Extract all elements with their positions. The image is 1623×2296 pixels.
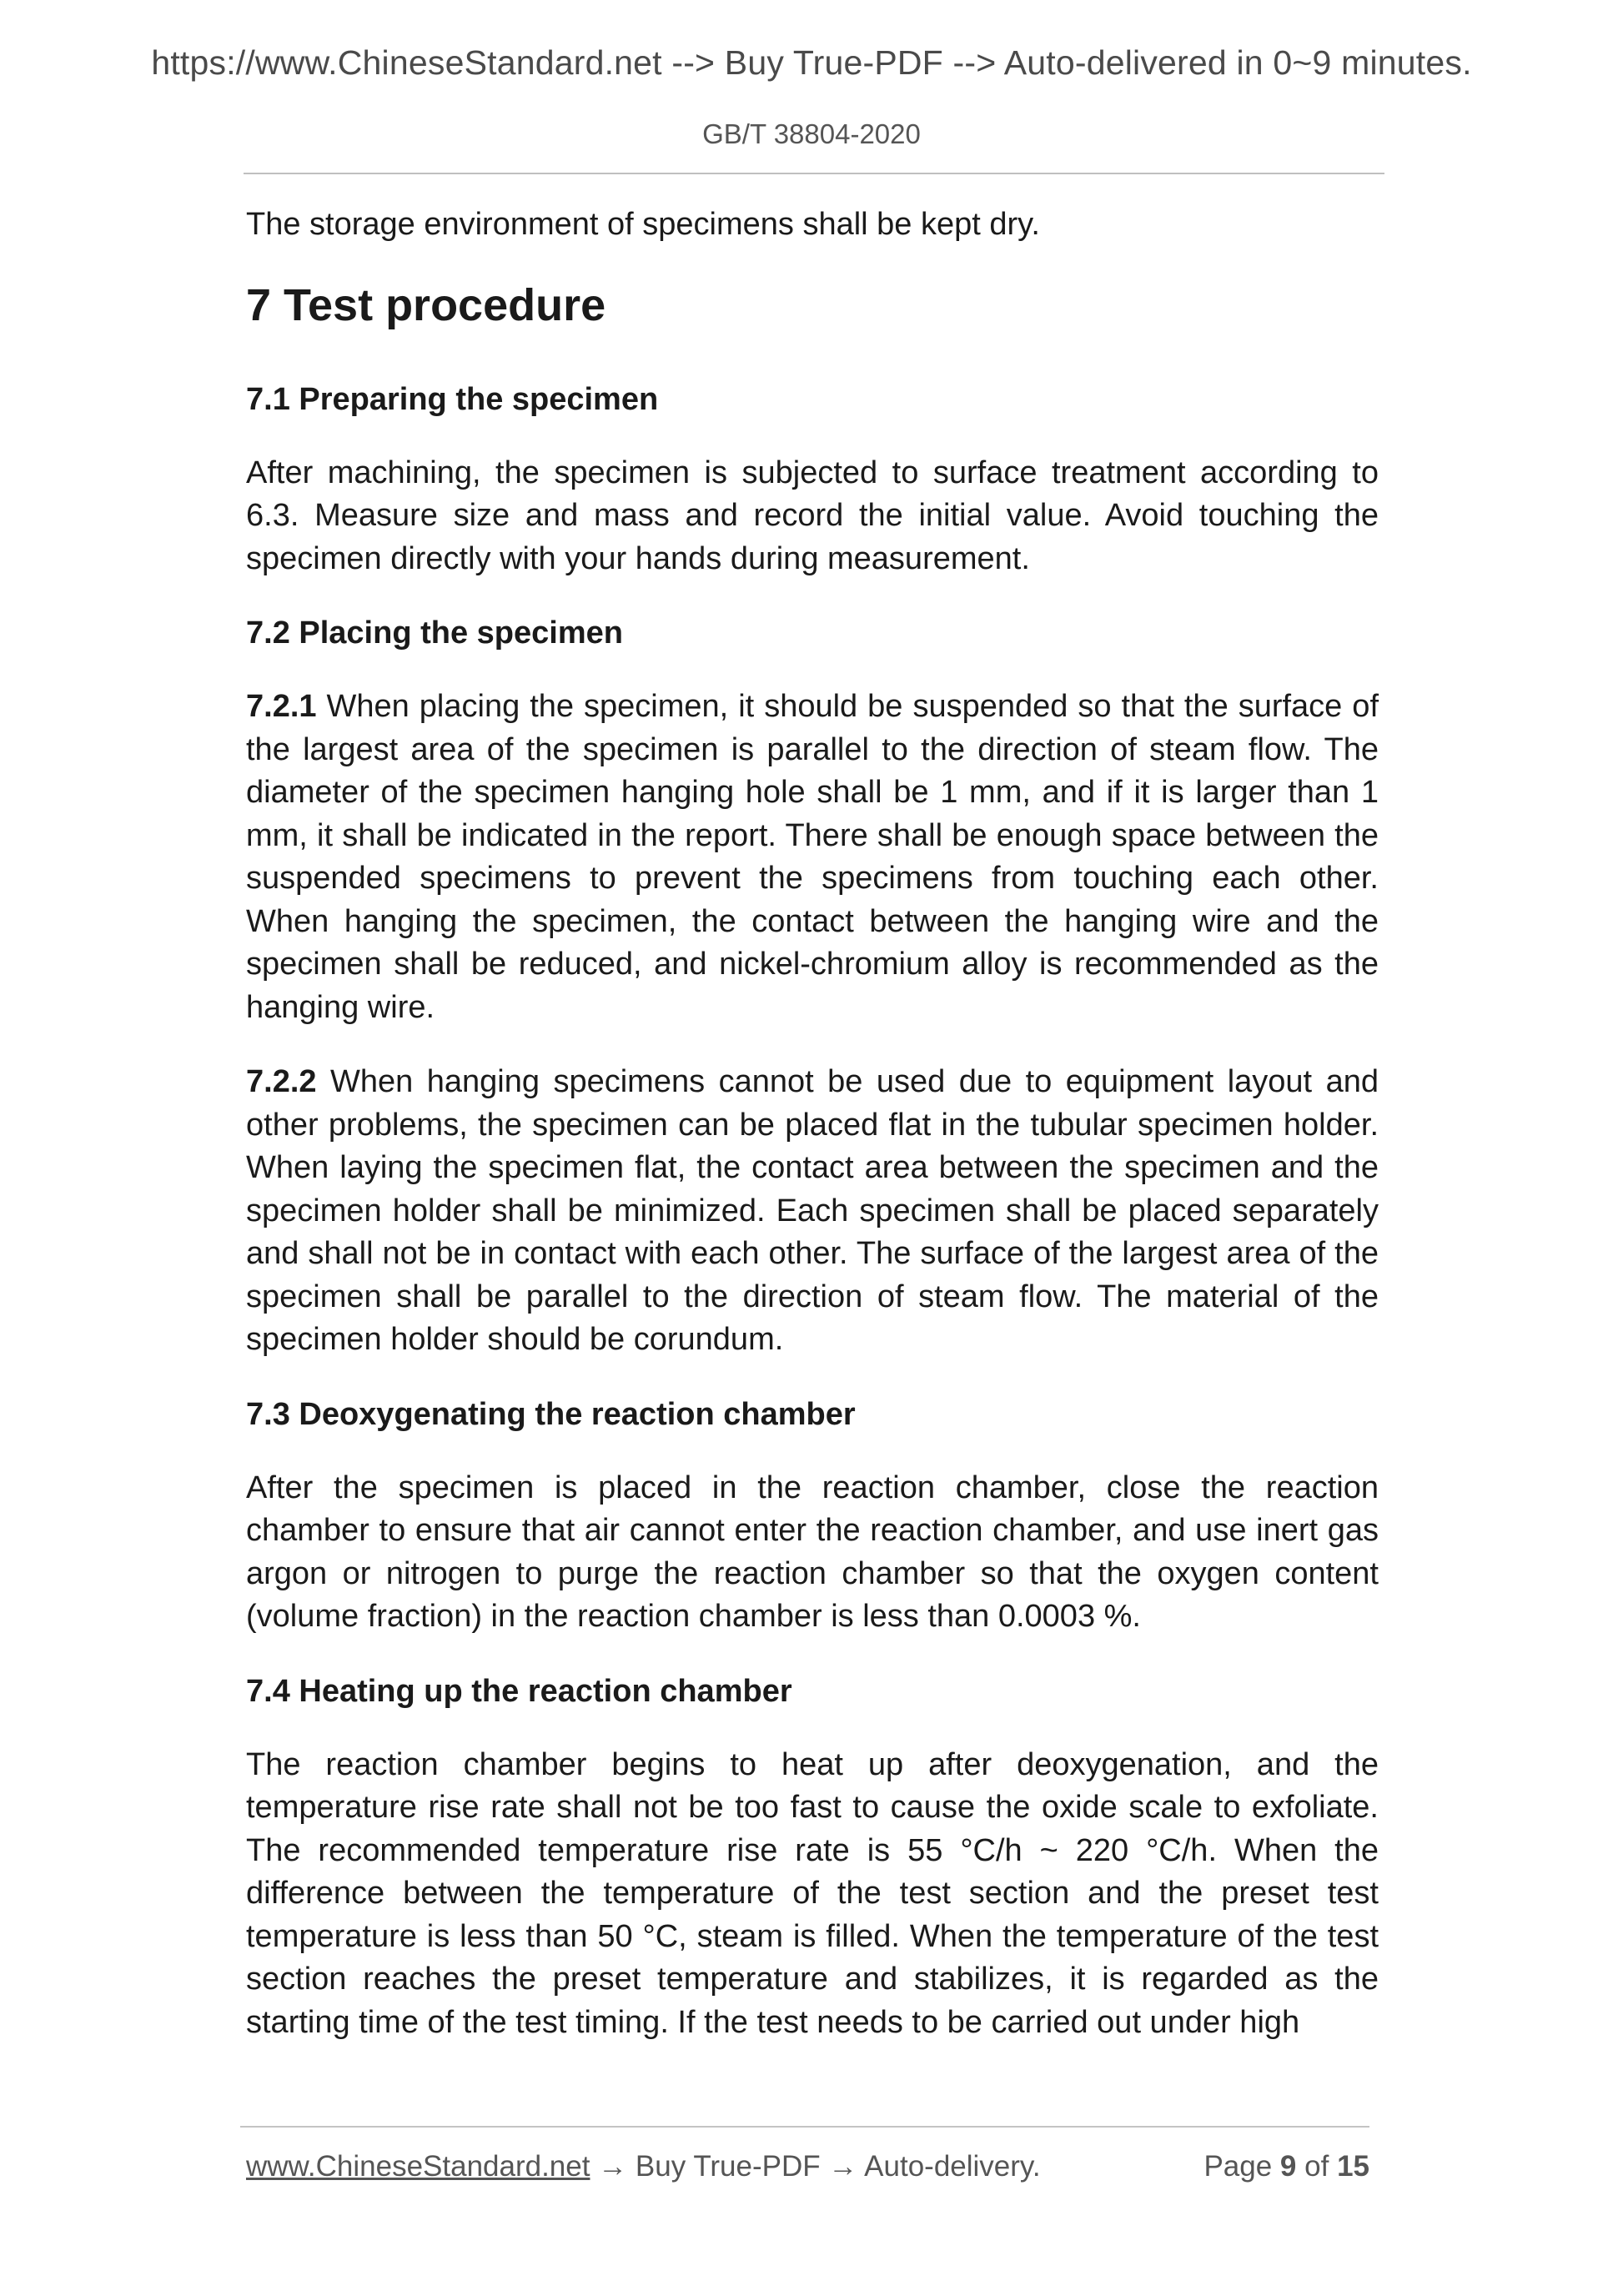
section-7-3-paragraph: After the specimen is placed in the reaction chamber, close the reaction chamber to ensure that air cannot enter the reaction chamber, and use inert gas argon or nitrogen to purge the reaction chamber so that the oxygen content (volume fraction) in the reaction chamber is less than 0.0003 %. — [246, 1470, 1379, 1634]
footer-divider — [240, 2126, 1369, 2128]
section-7-4-heading: 7.4 Heating up the reaction chamber — [246, 1673, 792, 1709]
header-divider — [244, 173, 1384, 174]
footer-left — [246, 2150, 1041, 2183]
section-7-2-1-paragraph — [246, 686, 1379, 1029]
section-7-3-heading: 7.3 Deoxygenating the reaction chamber — [246, 1396, 856, 1432]
clause-text-7-2-1: When placing the specimen, it should be suspended so that the surface of the largest area of the specimen is parallel to the direction of steam flow. The diameter of the specimen hanging hole shall be 1 mm, and if it is larger than 1 mm, it shall be indicated in the report. There shall be enough space between the suspended specimens to prevent the specimens from touching each other. When hanging the specimen, the contact between the hanging wire and the specimen shall be reduced, and nickel-chromium alloy is recommended as the hanging wire. — [246, 689, 1379, 1025]
clause-number-7-2-1: 7.2.1 — [246, 689, 317, 724]
clause-number-7-2-2: 7.2.2 — [246, 1064, 317, 1099]
clause-text-7-2-2: When hanging specimens cannot be used due to equipment layout and other problems, the specimen can be placed flat in the tubular specimen holder. When laying the specimen flat, the contact area between the specimen and the specimen holder shall be minimized. Each specimen shall be placed separately and shall not be in contact with each other. The surface of the largest area of the specimen shall be parallel to the direction of steam flow. The material of the specimen holder should be corundum. — [246, 1064, 1379, 1357]
page-footer — [246, 2150, 1369, 2187]
section-7-2-heading: 7.2 Placing the specimen — [246, 615, 623, 651]
footer-site-link[interactable]: www.ChineseStandard.net — [246, 2150, 590, 2183]
section-7-heading: 7 Test procedure — [246, 279, 606, 330]
section-7-1-heading: 7.1 Preparing the specimen — [246, 381, 659, 417]
section-7-1-paragraph: After machining, the specimen is subjected to surface treatment according to 6.3. Measure size and mass and record the initial value. Avoid touching the specimen directly with your hands during measurement. — [246, 455, 1379, 576]
section-7-2-2-paragraph — [246, 1061, 1379, 1362]
section-7-4-paragraph: The reaction chamber begins to heat up after deoxygenation, and the temperature rise rate shall not be too fast to cause the oxide scale to exfoliate. The recommended temperature rise rate is 55 °C/h ~ 220 °C/h. When the difference between the temperature of the test section and the preset test temperature is less than 50 °C, steam is filled. When the temperature of the test section reaches the preset temperature and stabilizes, it is regarded as the starting time of the test timing. If the test needs to be carried out under high — [246, 1746, 1379, 2040]
intro-paragraph: The storage environment of specimens shall be kept dry. — [246, 207, 1040, 242]
top-banner-link[interactable]: https://www.ChineseStandard.net --> Buy True-PDF --> Auto-delivered in 0~9 minutes. — [151, 43, 1472, 82]
page-number — [1203, 2150, 1369, 2183]
footer-tagline: → Buy True-PDF → Auto-delivery. — [590, 2150, 1041, 2183]
page-total: 15 — [1337, 2150, 1369, 2183]
document-body — [246, 203, 1379, 2076]
page-label: Page — [1203, 2150, 1273, 2183]
standard-code: GB/T 38804-2020 — [702, 118, 921, 149]
page-of: of — [1304, 2150, 1329, 2183]
page-current: 9 — [1279, 2150, 1297, 2183]
